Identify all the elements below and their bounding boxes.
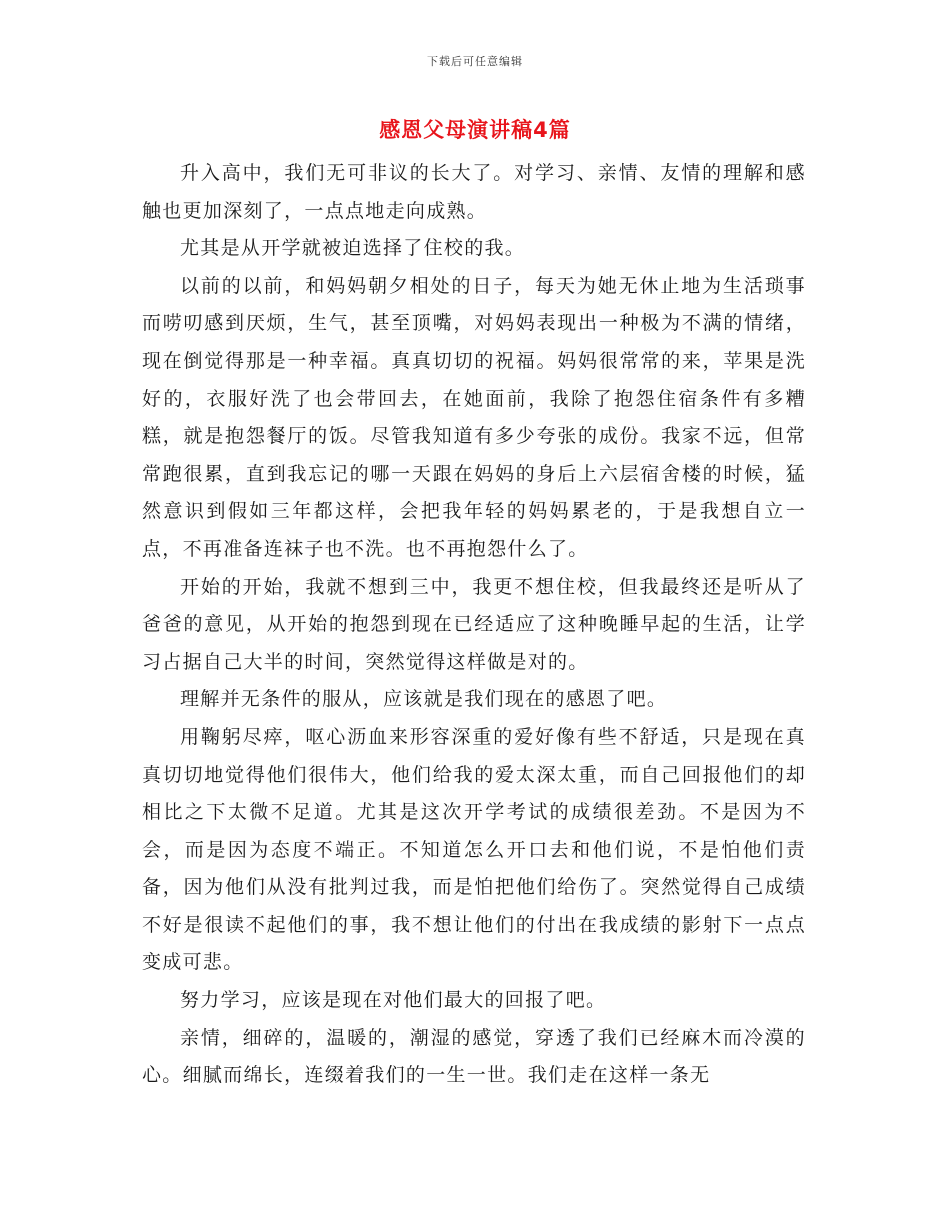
document-title: 感恩父母演讲稿4篇 [379,118,571,142]
paragraph: 尤其是从开学就被迫选择了住校的我。 [180,237,526,260]
paragraph: 开始的开始，我就不想到三中，我更不想住校，但我最终还是听从了爸爸的意见，从开始的抱怨到现在已经适应了这种晚睡早起的生活，让学习占据自己大半的时间，突然觉得这样做是对的。 [142,575,806,673]
paragraph: 以前的以前，和妈妈朝夕相处的日子，每天为她无休止地为生活琐事而唠叨感到厌烦，生气，甚至顶嘴，对妈妈表现出一种极为不满的情绪，现在倒觉得那是一种幸福。真真切切的祝福。妈妈很常常的来，苹果是洗好的，衣服好洗了也会带回去，在她面前，我除了抱怨住宿条件有多糟糕，就是抱怨餐厅的饭。尽管我知道有多少夸张的成份。我家不远，但常常跑很累，直到我忘记的哪一天跟在妈妈的身后上六层宿舍楼的时候，猛然意识到假如三年都这样，会把我年轻的妈妈累老的，于是我想自立一点，不再准备连袜子也不洗。也不再抱怨什么了。 [142,274,806,560]
paragraph: 努力学习，应该是现在对他们最大的回报了吧。 [180,989,607,1012]
paragraph: 理解并无条件的服从，应该就是我们现在的感恩了吧。 [180,688,668,711]
paragraph: 升入高中，我们无可非议的长大了。对学习、亲情、友情的理解和感触也更加深刻了，一点点地走向成熟。 [142,162,806,222]
paragraph: 用鞠躬尽瘁，呕心沥血来形容深重的爱好像有些不舒适，只是现在真真切切地觉得他们很伟大，他们给我的爱太深太重，而自己回报他们的却相比之下太微不足道。尤其是这次开学考试的成绩很差劲。不是因为不会，而是因为态度不端正。不知道怎么开口去和他们说，不是怕他们责备，因为他们从没有批判过我，而是怕把他们给伤了。突然觉得自己成绩不好是很读不起他们的事，我不想让他们的付出在我成绩的影射下一点点变成可悲。 [142,725,806,974]
document-body [142,155,806,1095]
paragraph: 亲情，细碎的，温暖的，潮湿的感觉，穿透了我们已经麻木而冷漠的心。细腻而绵长，连缀着我们的一生一世。我们走在这样一条无 [142,1026,806,1087]
header-note: 下载后可任意编辑 [427,55,523,68]
